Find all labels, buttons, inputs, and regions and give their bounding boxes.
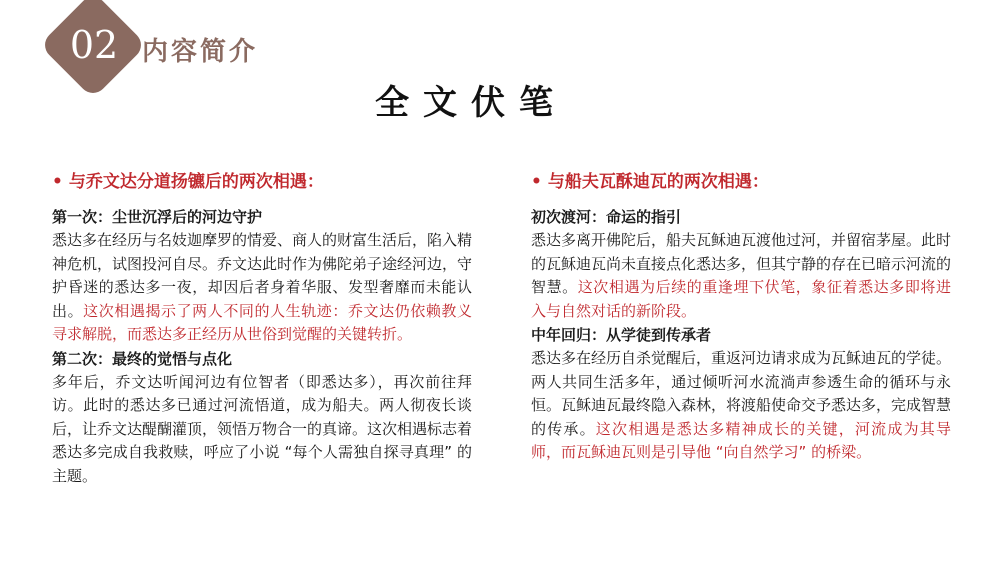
- left-second-title: 第二次：最终的觉悟与点化: [52, 349, 233, 368]
- right-second-paragraph: [531, 347, 951, 465]
- bullet-icon: •: [52, 172, 63, 192]
- right-second-highlight: 这次相遇是悉达多精神成长的关键，河流成为其导师，而瓦稣迪瓦则是引导他 “向自然学习” 的桥梁。: [531, 419, 951, 461]
- right-second-title: 中年回归：从学徒到传承者: [531, 326, 712, 344]
- left-second-paragraph: [52, 371, 472, 489]
- left-heading: [52, 170, 472, 194]
- right-first-title: 初次渡河：命运的指引: [531, 208, 682, 226]
- right-heading: [531, 170, 951, 194]
- left-first-highlight: 这次相遇揭示了两人不同的人生轨迹：乔文达仍依赖教义寻求解脱，而悉达多正经历从世俗到觉醒的关键转折。: [52, 301, 472, 343]
- bullet-icon: •: [531, 172, 542, 192]
- right-column: [531, 170, 951, 466]
- main-title: 全文伏笔: [375, 83, 567, 123]
- right-first-highlight: 这次相遇为后续的重逢埋下伏笔，象征着悉达多即将进入与自然对话的新阶段。: [531, 278, 951, 320]
- right-first-paragraph: [531, 229, 951, 323]
- section-number: 02: [69, 23, 119, 67]
- left-column: [52, 170, 472, 489]
- right-heading-text: 与船夫瓦酥迪瓦的两次相遇：: [547, 172, 769, 192]
- left-first-text: 悉达多在经历与名妓迦摩罗的情爱、商人的财富生活后，陷入精神危机，试图投河自尽。乔文达此时作为佛陀弟子途经河边，守护昏迷的悉达多一夜，却因后者身着华服、发型奢靡而未能认出。: [52, 231, 473, 320]
- left-second-text: 多年后，乔文达听闻河边有位智者（即悉达多），再次前往拜访。此时的悉达多已通过河流悟道，成为船夫。两人彻夜长谈后，让乔文达醍醐灌顶，领悟万物合一的真谛。这次相遇标志着悉达多完成自我救赎，呼应了小说 “每个人需独自探寻真理” 的主题。: [52, 372, 473, 485]
- right-second-text: 悉达多在经历自杀觉醒后，重返河边请求成为瓦稣迪瓦的学徒。两人共同生活多年，通过倾听河水流淌声参透生命的循环与永恒。瓦稣迪瓦最终隐入森林，将渡船使命交予悉达多，完成智慧的传承。: [531, 349, 952, 438]
- left-heading-text: 与乔文达分道扬镳后的两次相遇：: [68, 172, 324, 192]
- right-first-text: 悉达多离开佛陀后，船夫瓦稣迪瓦渡他过河，并留宿茅屋。此时的瓦稣迪瓦尚未直接点化悉达多，但其宁静的存在已暗示河流的智慧。: [531, 231, 952, 296]
- section-title: 内容简介: [142, 37, 259, 67]
- left-first-title: 第一次：尘世沉浮后的河边守护: [52, 208, 263, 226]
- left-first-paragraph: [52, 229, 472, 347]
